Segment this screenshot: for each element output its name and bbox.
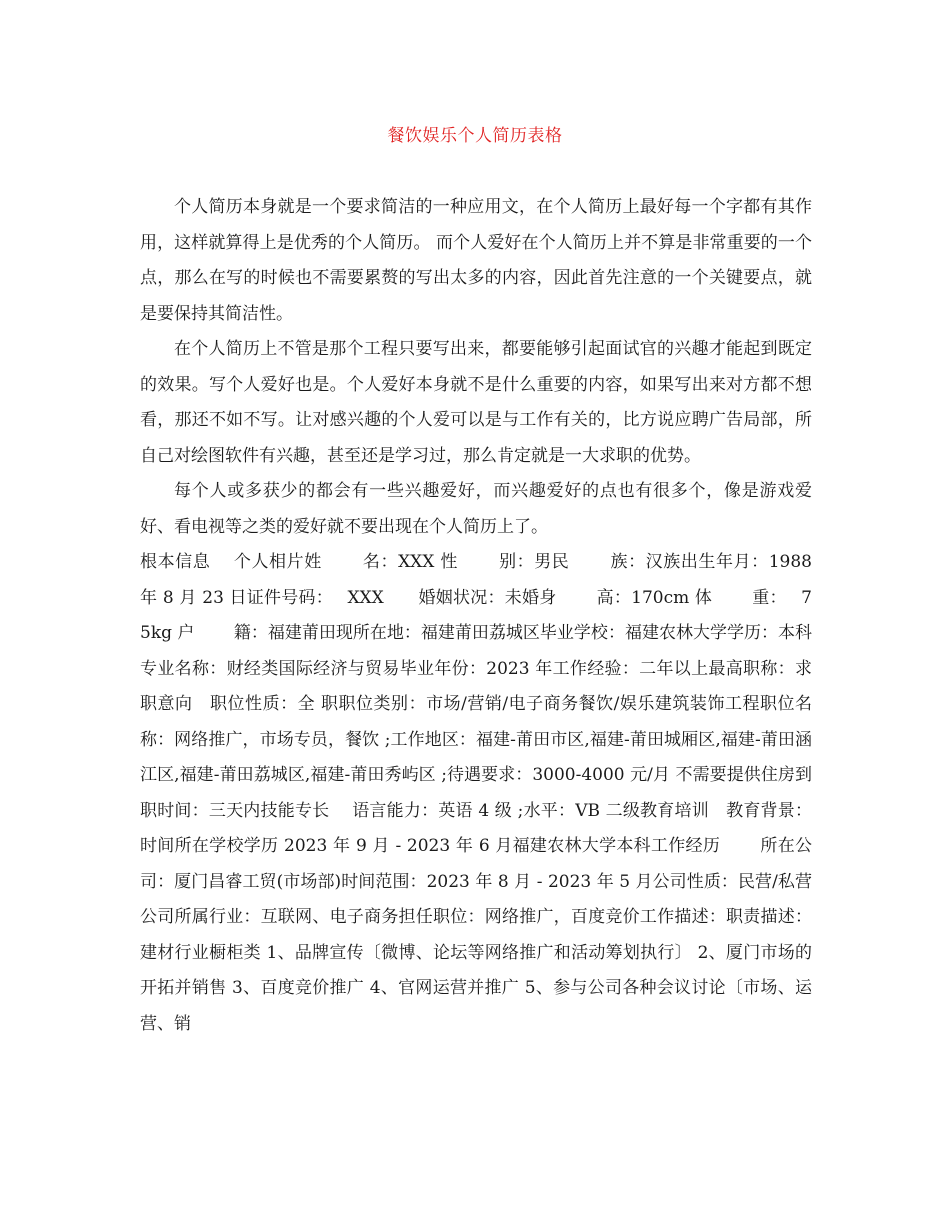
document-title: 餐饮娱乐个人简历表格 [387, 126, 563, 146]
paragraph-intro: 个人简历本身就是一个要求简洁的一种应用文，在个人简历上最好每一个字都有其作用，这样就算得上是优秀的个人简历。 而个人爱好在个人简历上并不算是非常重要的一个点，那么在写的时候也不需要累赘的写出太多的内容，因此首先注意的一个关键要点，就是要保持其简洁性。 [140, 197, 812, 324]
paragraph-interest: 在个人简历上不管是那个工程只要写出来，都要能够引起面试官的兴趣才能起到既定的效果。写个人爱好也是。个人爱好本身就不是什么重要的内容，如果写出来对方都不想看，那还不如不写。让对感兴趣的个人爱可以是与工作有关的，比方说应聘广告局部，所自己对绘图软件有兴趣，甚至还是学习过，那么肯定就是一大求职的优势。 [140, 339, 812, 466]
resume-details: 根本信息 个人相片姓 名：XXX 性 别：男民 族：汉族出生年月：1988 年 8 月 23 日证件号码： XXX 婚姻状况：未婚身 高：170cm 体 重： 75kg 户 籍：福建莆田现所在地：福建莆田荔城区毕业学校：福建农林大学学历：本科专业名称：财经类国际经济与贸易毕业年份：2023 年工作经验：二年以上最高职称：求职意向 职位性质：全 职职位类别：市场/营销/电子商务餐饮/娱乐建筑装饰工程职位名称：网络推广，市场专员，餐饮 ;工作地区：福建-莆田市区,福建-莆田城厢区,福建-莆田涵江区,福建-莆田荔城区,福建-莆田秀屿区 ;待遇要求：3000-4000 元/月 不需要提供住房到职时间：三天内技能专长 语言能力：英语 4 级 ;水平：VB 二级教育培训 教育背景：时间所在学校学历 2023 年 9 月 - 2023 年 6 月福建农林大学本科工作经历 所在公司：厦门昌睿工贸(市场部)时间范围：2023 年 8 月 - 2023 年 5 月公司性质：民营/私营公司所属行业：互联网、电子商务担任职位：网络推广，百度竞价工作描述：职责描述：建材行业橱柜类 1、品牌宣传〔微博、论坛等网络推广和活动筹划执行〕 2、厦门市场的开拓并销售 3、百度竞价推广 4、官网运营并推广 5、参与公司各种会议讨论〔市场、运营、销 [140, 552, 812, 1034]
document-body [140, 190, 812, 1042]
paragraph-hobbies: 每个人或多获少的都会有一些兴趣爱好，而兴趣爱好的点也有很多个，像是游戏爱好、看电视等之类的爱好就不要出现在个人简历上了。 [140, 481, 812, 537]
